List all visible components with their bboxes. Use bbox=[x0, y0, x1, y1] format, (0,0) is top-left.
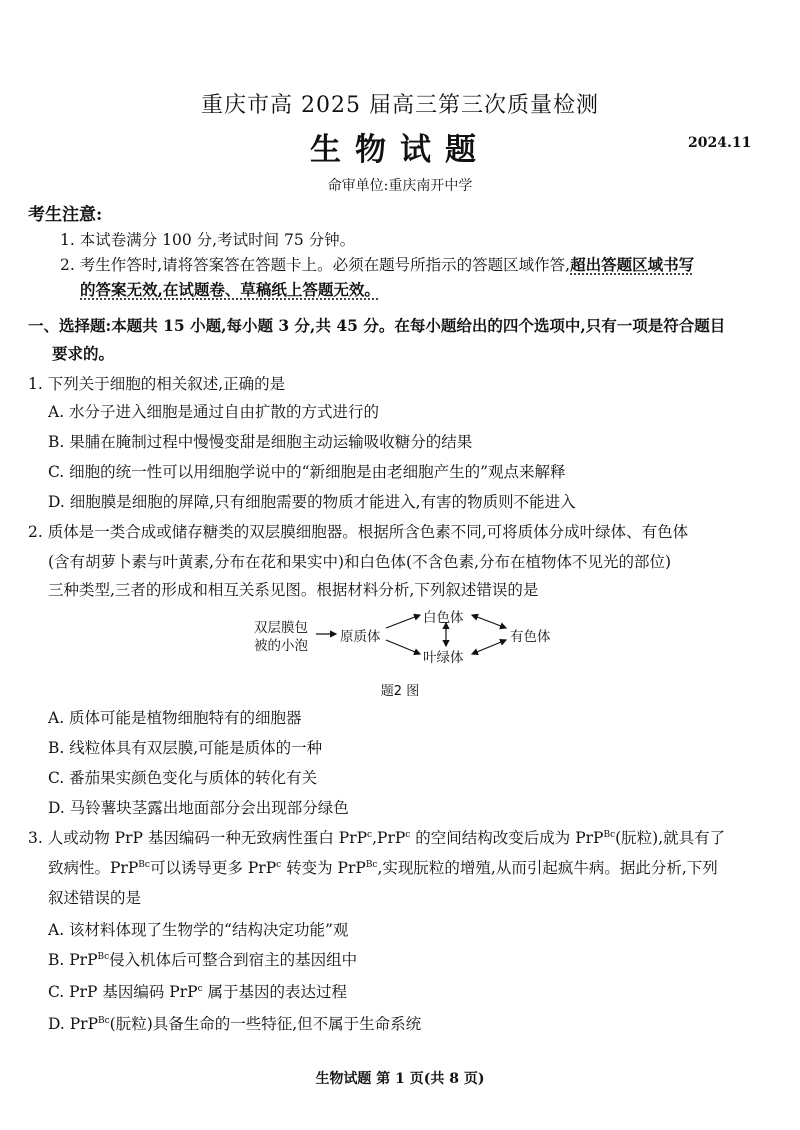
vesicle-label-2: 被的小泡 bbox=[254, 638, 308, 654]
section-1-heading-cont: 要求的。 bbox=[52, 344, 115, 363]
notice-item-2-emphasis-cont: 的答案无效,在试题卷、草稿纸上答题无效。 bbox=[80, 280, 380, 299]
sup-bc: Bc bbox=[98, 1015, 110, 1026]
setting-unit: 命审单位:重庆南开中学 bbox=[327, 178, 473, 194]
subject-title: 生物试题 bbox=[310, 132, 490, 168]
sup-bc: Bc bbox=[138, 859, 150, 870]
arrow-proplastid-to-leucoplast bbox=[386, 615, 420, 628]
chloroplast-label: 叶绿体 bbox=[423, 650, 464, 666]
q2-option-b: B. 线粒体具有双层膜,可能是质体的一种 bbox=[48, 739, 323, 757]
sup-bc: Bc bbox=[365, 859, 378, 870]
q3-option-b bbox=[48, 948, 357, 970]
section-1-heading: 一、选择题:本题共 15 小题,每小题 3 分,共 45 分。在每小题给出的四个选项中,只有一项是符合题目 bbox=[28, 316, 726, 335]
q1-option-a: A. 水分子进入细胞是通过自由扩散的方式进行的 bbox=[48, 403, 380, 421]
q3-l2-b: 可以诱导更多 PrP bbox=[149, 859, 277, 877]
q2-stem-line-3: 三种类型,三者的形成和相互关系见图。根据材料分析,下列叙述错误的是 bbox=[48, 581, 539, 599]
plastid-diagram bbox=[248, 606, 568, 672]
q3-l2-d: ,实现朊粒的增殖,从而引起疯牛病。据此分析,下列 bbox=[377, 859, 718, 877]
figure-caption: 题2 图 bbox=[380, 684, 420, 699]
notice-item-2 bbox=[60, 253, 694, 275]
q2-option-c: C. 番茄果实颜色变化与质体的转化有关 bbox=[48, 769, 318, 787]
q3-option-a: A. 该材料体现了生物学的“结构决定功能”观 bbox=[48, 921, 349, 939]
q3-b-b: 侵入机体后可整合到宿主的基因组中 bbox=[109, 951, 358, 969]
q3-d-a: D. PrP bbox=[48, 1015, 98, 1033]
arrow-leucoplast-chromoplast bbox=[472, 615, 506, 628]
exam-date: 2024.11 bbox=[688, 135, 752, 151]
sup-c: c bbox=[276, 859, 282, 870]
page-footer: 生物试题 第 1 页(共 8 页) bbox=[315, 1071, 485, 1087]
q1-option-c: C. 细胞的统一性可以用细胞学说中的“新细胞是由老细胞产生的”观点来解释 bbox=[48, 463, 566, 481]
q3-l1-b: ,PrP bbox=[372, 829, 406, 847]
q1-stem: 1. 下列关于细胞的相关叙述,正确的是 bbox=[28, 375, 286, 393]
q3-d-b: (朊粒)具备生命的一些特征,但不属于生命系统 bbox=[109, 1015, 422, 1033]
q1-option-b: B. 果脯在腌制过程中慢慢变甜是细胞主动运输吸收糖分的结果 bbox=[48, 433, 473, 451]
q3-stem-line-2 bbox=[48, 856, 718, 878]
arrow-proplastid-to-chloroplast bbox=[386, 640, 420, 654]
q3-l2-a: 致病性。PrP bbox=[48, 859, 139, 877]
q3-stem-line-1 bbox=[28, 826, 725, 848]
q2-option-a: A. 质体可能是植物细胞特有的细胞器 bbox=[48, 709, 302, 727]
notice-item-1: 1. 本试卷满分 100 分,考试时间 75 分钟。 bbox=[60, 231, 356, 249]
q3-option-c bbox=[48, 980, 347, 1002]
q3-l1-d: (朊粒),就具有了 bbox=[615, 829, 726, 847]
q2-stem-line-2: (含有胡萝卜素与叶黄素,分布在花和果实中)和白色体(不含色素,分布在植物体不见光的部位) bbox=[48, 553, 672, 571]
vesicle-label-1: 双层膜包 bbox=[254, 620, 308, 636]
q3-l2-c: 转变为 PrP bbox=[281, 859, 366, 877]
q3-stem-line-3: 叙述错误的是 bbox=[48, 889, 142, 907]
arrow-chloroplast-chromoplast bbox=[472, 640, 506, 654]
exam-title: 重庆市高 2025 届高三第三次质量检测 bbox=[201, 93, 599, 118]
sup-bc: Bc bbox=[97, 951, 110, 962]
proplastid-label: 原质体 bbox=[340, 629, 381, 645]
q3-b-a: B. PrP bbox=[48, 951, 98, 969]
sup-c: c bbox=[197, 983, 203, 994]
sup-bc: Bc bbox=[603, 829, 616, 840]
sup-c: c bbox=[405, 829, 411, 840]
notice-item-2-emphasis: 超出答题区域书写 bbox=[570, 255, 695, 274]
diagram-arrows bbox=[248, 606, 568, 672]
q3-l1-c: 的空间结构改变后成为 PrP bbox=[410, 829, 604, 847]
q3-option-d bbox=[48, 1012, 421, 1034]
notice-item-2-text: 2. 考生作答时,请将答案答在答题卡上。必须在题号所指示的答题区域作答, bbox=[60, 256, 571, 274]
q3-l1-a: 3. 人或动物 PrP 基因编码一种无致病性蛋白 PrP bbox=[28, 829, 368, 847]
chromoplast-label: 有色体 bbox=[510, 629, 551, 645]
q1-option-d: D. 细胞膜是细胞的屏障,只有细胞需要的物质才能进入,有害的物质则不能进入 bbox=[48, 493, 576, 511]
q3-c-a: C. PrP 基因编码 PrP bbox=[48, 983, 198, 1001]
leucoplast-label: 白色体 bbox=[423, 610, 464, 626]
q2-stem-line-1: 2. 质体是一类合成或储存糖类的双层膜细胞器。根据所含色素不同,可将质体分成叶绿体、有色体 bbox=[28, 523, 689, 541]
q3-c-b: 属于基因的表达过程 bbox=[202, 983, 348, 1001]
notice-title: 考生注意: bbox=[28, 205, 103, 225]
sup-c: c bbox=[367, 829, 373, 840]
q2-option-d: D. 马铃薯块茎露出地面部分会出现部分绿色 bbox=[48, 799, 349, 817]
